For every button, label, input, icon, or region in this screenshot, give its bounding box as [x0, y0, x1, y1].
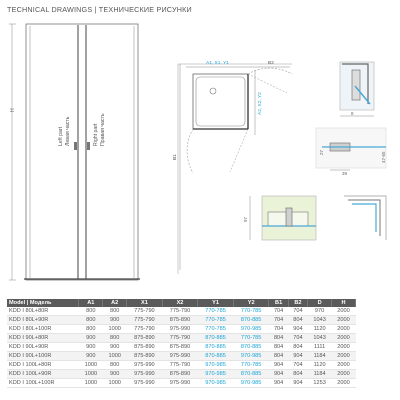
- cell-b2: 904: [288, 352, 307, 361]
- cell-model: KDD I 90L+80R: [7, 334, 79, 343]
- cell-a2: 800: [103, 361, 127, 370]
- plan-view: [178, 64, 292, 274]
- header-d: D: [308, 299, 332, 307]
- height-label: H: [10, 108, 16, 112]
- cell-b1: 804: [269, 343, 288, 352]
- header-a1: A1: [79, 299, 103, 307]
- cell-model: KDD I 100L+100R: [7, 379, 79, 388]
- right-part-label-ru: Правая часть: [100, 113, 106, 146]
- cell-a2: 900: [103, 343, 127, 352]
- header-y1: Y1: [198, 299, 234, 307]
- cell-x1: 775-790: [127, 307, 163, 316]
- header-y2: Y2: [233, 299, 269, 307]
- cell-x1: 775-790: [127, 316, 163, 325]
- cell-h: 2000: [332, 361, 356, 370]
- cell-a2: 800: [103, 334, 127, 343]
- header-a2: A2: [103, 299, 127, 307]
- table-row: [7, 307, 356, 316]
- cell-y2: 770-785: [233, 361, 269, 370]
- cell-b1: 804: [269, 334, 288, 343]
- cell-h: 2000: [332, 370, 356, 379]
- cell-a1: 1000: [79, 361, 103, 370]
- cell-b2: 904: [288, 325, 307, 334]
- dim-27-label: 27: [319, 149, 324, 155]
- cell-x2: 775-790: [162, 307, 198, 316]
- cell-a2: 900: [103, 316, 127, 325]
- cell-y1: 970-985: [198, 361, 234, 370]
- cell-x1: 875-890: [127, 352, 163, 361]
- cell-y2: 870-885: [233, 370, 269, 379]
- header-b2: B2: [288, 299, 307, 307]
- cell-h: 2000: [332, 316, 356, 325]
- right-part-label: Right part: [93, 123, 99, 146]
- cell-y1: 970-985: [198, 370, 234, 379]
- spec-table: [7, 299, 356, 388]
- cell-y2: 970-985: [233, 379, 269, 388]
- cell-y1: 770-785: [198, 325, 234, 334]
- cell-x1: 975-990: [127, 370, 163, 379]
- cell-x2: 975-990: [162, 325, 198, 334]
- cell-y2: 870-885: [233, 316, 269, 325]
- left-part-label: Left part: [58, 126, 64, 146]
- cell-y1: 970-985: [198, 379, 234, 388]
- cell-d: 1120: [308, 361, 332, 370]
- cell-y1: 770-785: [198, 307, 234, 316]
- cell-a2: 1000: [103, 325, 127, 334]
- dim-8-label: 8: [351, 111, 354, 116]
- cell-d: 1120: [308, 325, 332, 334]
- cell-b2: 704: [288, 334, 307, 343]
- dim-47-65-label: 47-65: [381, 151, 386, 163]
- cell-x1: 875-890: [127, 334, 163, 343]
- cell-x2: 875-890: [162, 370, 198, 379]
- cell-a1: 800: [79, 325, 103, 334]
- cell-h: 2000: [332, 343, 356, 352]
- cell-a2: 900: [103, 370, 127, 379]
- spec-table-body: [7, 307, 356, 388]
- cell-x2: 775-790: [162, 334, 198, 343]
- table-row: [7, 370, 356, 379]
- cell-a1: 900: [79, 343, 103, 352]
- cell-model: KDD I 100L+90R: [7, 370, 79, 379]
- header-model: Model | Модель: [7, 299, 79, 307]
- cell-h: 2000: [332, 307, 356, 316]
- cell-d: 970: [308, 307, 332, 316]
- cell-a1: 900: [79, 352, 103, 361]
- front-view: [9, 24, 140, 280]
- cell-b2: 904: [288, 379, 307, 388]
- table-row: [7, 361, 356, 370]
- detail-wall-profile: [316, 128, 386, 170]
- table-row: [7, 352, 356, 361]
- cell-b1: 704: [269, 325, 288, 334]
- spec-table-head: [7, 299, 356, 307]
- plan-dim-right: B2: [268, 61, 274, 66]
- cell-y1: 770-785: [198, 316, 234, 325]
- cell-x2: 975-990: [162, 352, 198, 361]
- cell-a1: 1000: [79, 370, 103, 379]
- table-row: [7, 379, 356, 388]
- cell-a2: 1000: [103, 379, 127, 388]
- cell-b1: 704: [269, 316, 288, 325]
- cell-x2: 875-890: [162, 343, 198, 352]
- cell-model: KDD I 90L+100R: [7, 352, 79, 361]
- cell-x1: 975-990: [127, 361, 163, 370]
- spec-table-header-row: [7, 299, 356, 307]
- cell-y2: 770-785: [233, 334, 269, 343]
- cell-x1: 775-790: [127, 325, 163, 334]
- dim-97-label: 97: [243, 216, 248, 222]
- cell-x2: 975-990: [162, 379, 198, 388]
- cell-d: 1043: [308, 334, 332, 343]
- cell-b1: 804: [269, 352, 288, 361]
- cell-b1: 904: [269, 361, 288, 370]
- cell-y2: 770-785: [233, 307, 269, 316]
- cell-model: KDD I 80L+80R: [7, 307, 79, 316]
- cell-y2: 970-985: [233, 352, 269, 361]
- table-row: [7, 343, 356, 352]
- cell-model: KDD I 80L+100R: [7, 325, 79, 334]
- cell-d: 1184: [308, 370, 332, 379]
- cell-x1: 875-890: [127, 343, 163, 352]
- page-title: TECHNICAL DRAWINGS | ТЕХНИЧЕСКИЕ РИСУНКИ: [7, 5, 192, 14]
- cell-d: 1184: [308, 352, 332, 361]
- cell-b1: 904: [269, 370, 288, 379]
- plan-dim-side: A2, X2, Y2: [258, 92, 263, 115]
- cell-h: 2000: [332, 352, 356, 361]
- cell-b2: 704: [288, 307, 307, 316]
- table-row: [7, 334, 356, 343]
- cell-model: KDD I 80L+90R: [7, 316, 79, 325]
- cell-a1: 800: [79, 307, 103, 316]
- header-h: H: [332, 299, 356, 307]
- detail-bottom-profile: [250, 196, 316, 240]
- cell-a1: 1000: [79, 379, 103, 388]
- cell-a2: 1000: [103, 352, 127, 361]
- table-row: [7, 316, 356, 325]
- cell-y1: 870-885: [198, 352, 234, 361]
- cell-model: KDD I 90L+90R: [7, 343, 79, 352]
- cell-x2: 875-890: [162, 316, 198, 325]
- detail-corner-profile: [344, 196, 386, 240]
- cell-a1: 900: [79, 334, 103, 343]
- dim-39-label: 39: [342, 171, 348, 176]
- header-x2: X2: [162, 299, 198, 307]
- cell-y1: 870-885: [198, 334, 234, 343]
- cell-d: 1043: [308, 316, 332, 325]
- detail-top-hinge: [340, 62, 374, 116]
- cell-a2: 800: [103, 307, 127, 316]
- cell-y2: 870-885: [233, 343, 269, 352]
- cell-b2: 804: [288, 370, 307, 379]
- cell-b2: 804: [288, 316, 307, 325]
- cell-a1: 800: [79, 316, 103, 325]
- cell-b1: 904: [269, 379, 288, 388]
- table-row: [7, 325, 356, 334]
- header-b1: B1: [269, 299, 288, 307]
- cell-h: 2000: [332, 325, 356, 334]
- cell-b2: 704: [288, 361, 307, 370]
- plan-dim-left: B1: [173, 154, 178, 160]
- plan-dim-top: A1, X1, Y1: [206, 61, 229, 66]
- cell-y2: 970-985: [233, 325, 269, 334]
- cell-h: 2000: [332, 334, 356, 343]
- cell-model: KDD I 100L+80R: [7, 361, 79, 370]
- cell-b2: 804: [288, 343, 307, 352]
- cell-d: 1253: [308, 379, 332, 388]
- cell-h: 2000: [332, 379, 356, 388]
- cell-y1: 870-885: [198, 343, 234, 352]
- cell-x2: 775-790: [162, 361, 198, 370]
- cell-b1: 704: [269, 307, 288, 316]
- cell-d: 1111: [308, 343, 332, 352]
- left-part-label-ru: Левая часть: [65, 116, 71, 146]
- header-x1: X1: [127, 299, 163, 307]
- cell-x1: 975-990: [127, 379, 163, 388]
